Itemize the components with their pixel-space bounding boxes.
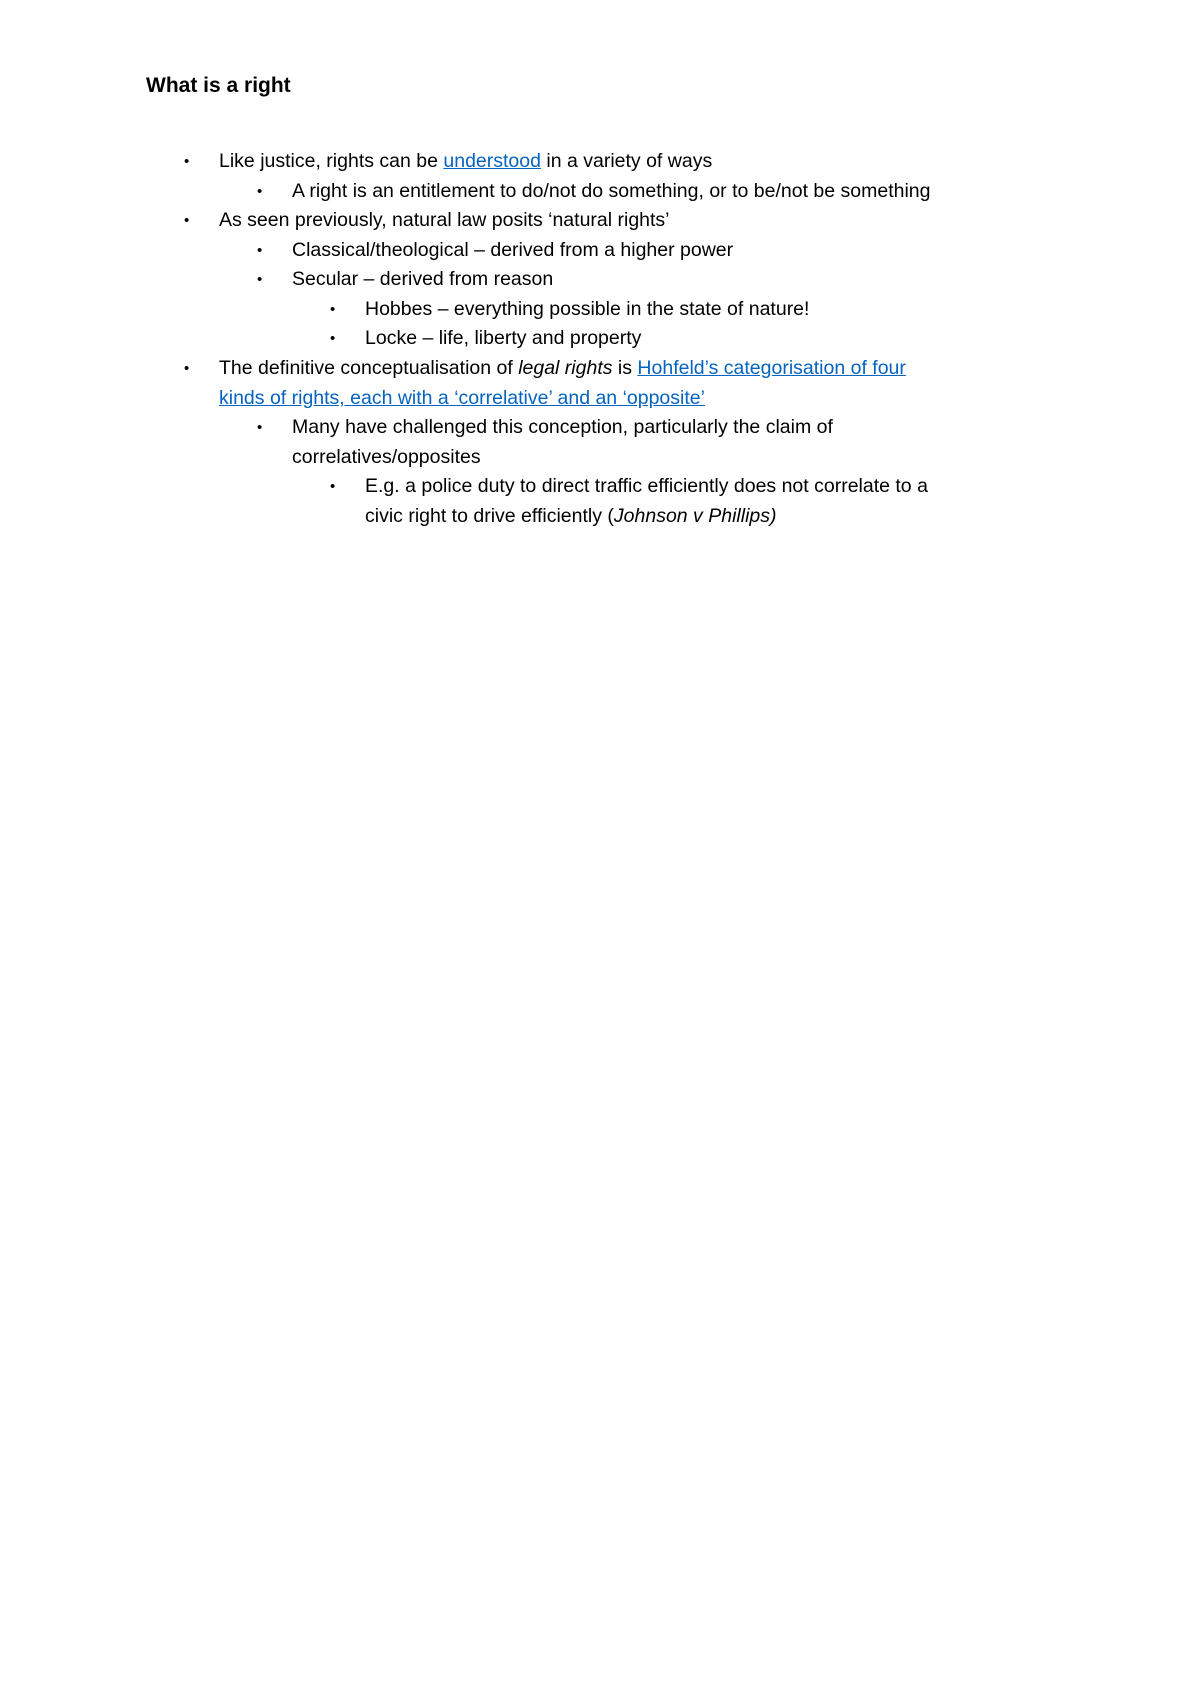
list-item-continuation xyxy=(219,384,705,414)
bullet-icon: • xyxy=(257,183,263,200)
legal-rights-emphasis: legal rights xyxy=(518,357,613,379)
list-item: Locke – life, liberty and property xyxy=(365,327,642,349)
bullet-icon: • xyxy=(330,330,336,347)
list-item-continuation xyxy=(365,502,777,532)
list-item-text: The definitive conceptualisation of xyxy=(219,357,519,379)
bullet-icon: • xyxy=(330,478,336,495)
list-item: Classical/theological – derived from a higher power xyxy=(292,239,734,261)
bullet-icon: • xyxy=(330,301,336,318)
list-item-continuation: correlatives/opposites xyxy=(292,446,481,468)
list-item xyxy=(219,147,712,177)
bullet-icon: • xyxy=(184,360,190,377)
bullet-icon: • xyxy=(257,271,263,288)
list-item: Secular – derived from reason xyxy=(292,268,554,290)
page-title: What is a right xyxy=(146,74,291,97)
list-item-text: civic right to drive efficiently ( xyxy=(365,505,614,527)
list-item xyxy=(219,354,906,384)
list-item: A right is an entitlement to do/not do something, or to be/not be something xyxy=(292,180,931,202)
bullet-icon: • xyxy=(257,419,263,436)
list-item-text: is xyxy=(612,357,638,379)
list-item: As seen previously, natural law posits ‘natural rights’ xyxy=(219,209,670,231)
list-item: Many have challenged this conception, particularly the claim of xyxy=(292,416,833,438)
bullet-icon: • xyxy=(257,242,263,259)
hohfeld-link[interactable]: Hohfeld’s categorisation of four xyxy=(637,357,906,379)
bullet-icon: • xyxy=(184,212,190,229)
case-citation: Johnson v Phillips) xyxy=(613,505,777,527)
list-item-text: in a variety of ways xyxy=(540,150,713,172)
list-item-text: Like justice, rights can be xyxy=(219,150,444,172)
bullet-icon: • xyxy=(184,153,190,170)
list-item: E.g. a police duty to direct traffic efficiently does not correlate to a xyxy=(365,475,928,497)
understood-link[interactable]: understood xyxy=(443,150,541,172)
list-item: Hobbes – everything possible in the state of nature! xyxy=(365,298,810,320)
hohfeld-link-continued[interactable]: kinds of rights, each with a ‘correlative’ and an ‘opposite’ xyxy=(219,387,705,409)
